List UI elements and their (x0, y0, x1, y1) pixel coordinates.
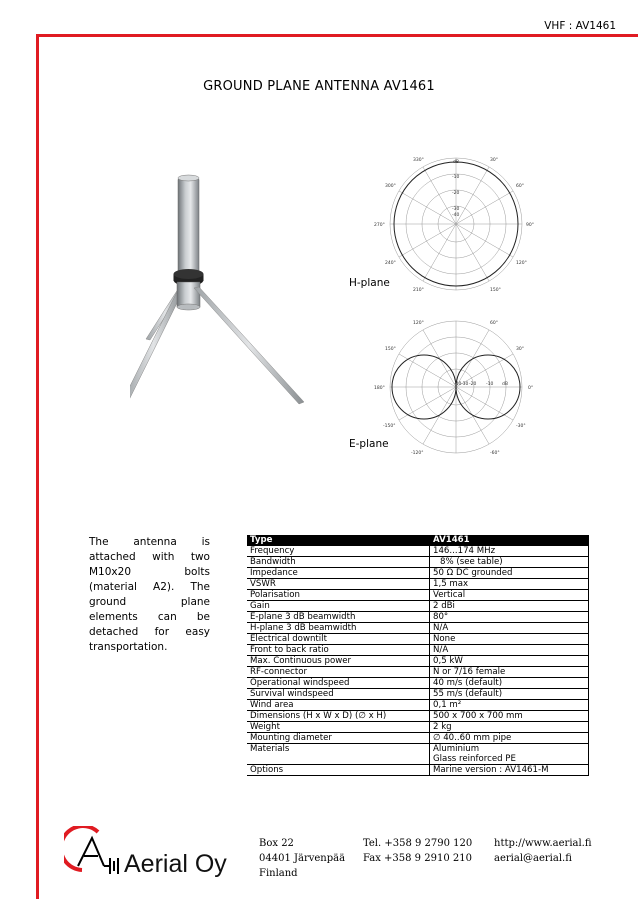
spec-param: Bandwidth (247, 557, 430, 568)
contact-address (259, 836, 345, 881)
spec-row (247, 634, 589, 645)
spec-value: 55 m/s (default) (430, 689, 589, 700)
h-ring-label: -40 (452, 213, 460, 218)
h-angle-300: 300° (385, 184, 396, 189)
email-link[interactable]: aerial@aerial.fi (494, 853, 572, 864)
h-plane-label: H-plane (349, 277, 390, 289)
h-angle-330: 330° (413, 158, 424, 163)
spec-param: Survival windspeed (247, 689, 430, 700)
spec-value: 0,1 m² (430, 700, 589, 711)
h-ring-label: -30 (452, 207, 460, 212)
spec-param: Wind area (247, 700, 430, 711)
spec-row (247, 656, 589, 667)
phone-number: Tel. +358 9 2790 120 (363, 838, 473, 849)
spec-row (247, 645, 589, 656)
header-rule (36, 34, 638, 37)
spec-param: Max. Continuous power (247, 656, 430, 667)
e-angle-minus120: -120° (411, 451, 424, 456)
e-angle-minus30: -30° (516, 424, 526, 429)
spec-row (247, 557, 589, 568)
spec-param: Materials (247, 744, 430, 765)
spec-param: Dimensions (H x W x D) (∅ x H) (247, 711, 430, 722)
h-ring-label: -10 (452, 175, 460, 180)
h-angle-240: 240° (385, 261, 396, 266)
spec-row (247, 689, 589, 700)
spec-row (247, 733, 589, 744)
h-ring-label: -20 (452, 191, 460, 196)
antenna-description: The antenna is attached with two M10x20 bolts (material A2). The ground plane elements can be detached for easy transportation. (89, 536, 210, 653)
spec-value: 2 dBi (430, 601, 589, 612)
spec-param: RF-connector (247, 667, 430, 678)
h-angle-270: 270° (374, 223, 385, 228)
spec-row (247, 612, 589, 623)
antenna-illustration (130, 170, 310, 430)
spec-value: Marine version : AV1461-M (430, 765, 589, 776)
spec-table (247, 535, 589, 776)
aerial-oy-logo (64, 826, 250, 882)
spec-row (247, 678, 589, 689)
spec-row (247, 601, 589, 612)
spec-value: 40 m/s (default) (430, 678, 589, 689)
e-angle-60: 60° (490, 321, 498, 326)
e-plane-polar-plot (368, 315, 548, 460)
spec-param: Impedance (247, 568, 430, 579)
e-angle-120: 120° (413, 321, 424, 326)
spec-param: Front to back ratio (247, 645, 430, 656)
address-line: Box 22 (259, 838, 294, 849)
document-code: VHF : AV1461 (544, 20, 616, 32)
spec-param: H-plane 3 dB beamwidth (247, 623, 430, 634)
spec-value: 1,5 max (430, 579, 589, 590)
spec-param: Gain (247, 601, 430, 612)
e-plane-label: E-plane (349, 438, 389, 450)
spec-param: Weight (247, 722, 430, 733)
spec-row (247, 700, 589, 711)
spec-row (247, 765, 589, 776)
spec-row (247, 590, 589, 601)
h-ring-label: dB (453, 160, 459, 165)
spec-table-header (247, 535, 589, 546)
spec-value: Vertical (430, 590, 589, 601)
spec-row (247, 579, 589, 590)
spec-value: Aluminium Glass reinforced PE (430, 744, 589, 765)
h-angle-30: 30° (490, 158, 498, 163)
spec-value: ∅ 40..60 mm pipe (430, 733, 589, 744)
spec-value: 500 x 700 x 700 mm (430, 711, 589, 722)
spec-value: 50 Ω DC grounded (430, 568, 589, 579)
e-angle-minus150: -150° (383, 424, 396, 429)
spec-param: Mounting diameter (247, 733, 430, 744)
spec-row (247, 667, 589, 678)
spec-value: N/A (430, 623, 589, 634)
spec-row (247, 568, 589, 579)
spec-value: 2 kg (430, 722, 589, 733)
h-angle-210: 210° (413, 288, 424, 293)
contact-web (494, 836, 592, 866)
spec-param: Electrical downtilt (247, 634, 430, 645)
website-link[interactable]: http://www.aerial.fi (494, 838, 592, 849)
spec-row (247, 711, 589, 722)
e-angle-30: 30° (516, 347, 524, 352)
spec-header-value: AV1461 (430, 535, 589, 546)
spec-header-param: Type (247, 535, 430, 546)
e-ring-label: -20 (469, 382, 477, 387)
contact-phone (363, 836, 472, 866)
spec-value: N or 7/16 female (430, 667, 589, 678)
logo-wordmark: Aerial Oy (124, 850, 227, 878)
spec-row (247, 546, 589, 557)
spec-value: 146...174 MHz (430, 546, 589, 557)
e-ring-label: -10 (486, 382, 494, 387)
fax-number: Fax +358 9 2910 210 (363, 853, 472, 864)
h-angle-120: 120° (516, 261, 527, 266)
address-line: 04401 Järvenpää (259, 853, 346, 864)
h-plane-polar-plot (368, 150, 548, 295)
spec-param: VSWR (247, 579, 430, 590)
e-angle-minus60: -60° (490, 451, 500, 456)
spec-value: N/A (430, 645, 589, 656)
spec-param: Operational windspeed (247, 678, 430, 689)
h-angle-150: 150° (490, 288, 501, 293)
e-angle-0: 0° (528, 386, 534, 391)
e-ring-label: -40 (454, 382, 462, 387)
spec-value: None (430, 634, 589, 645)
margin-rule (36, 34, 39, 899)
e-angle-150: 150° (385, 347, 396, 352)
spec-param: E-plane 3 dB beamwidth (247, 612, 430, 623)
spec-row (247, 623, 589, 634)
spec-param: Options (247, 765, 430, 776)
spec-value: 80° (430, 612, 589, 623)
spec-value: 8% (see table) (430, 557, 589, 568)
e-ring-label: dB (502, 382, 508, 387)
page-title: GROUND PLANE ANTENNA AV1461 (203, 79, 435, 94)
e-angle-180: 180° (374, 386, 385, 391)
spec-param: Frequency (247, 546, 430, 557)
spec-row (247, 722, 589, 733)
spec-row (247, 744, 589, 765)
spec-value: 0,5 kW (430, 656, 589, 667)
h-angle-90: 90° (526, 223, 534, 228)
h-angle-60: 60° (516, 184, 524, 189)
spec-param: Polarisation (247, 590, 430, 601)
e-ring-label: -30 (461, 382, 469, 387)
address-line: Finland (259, 868, 298, 879)
